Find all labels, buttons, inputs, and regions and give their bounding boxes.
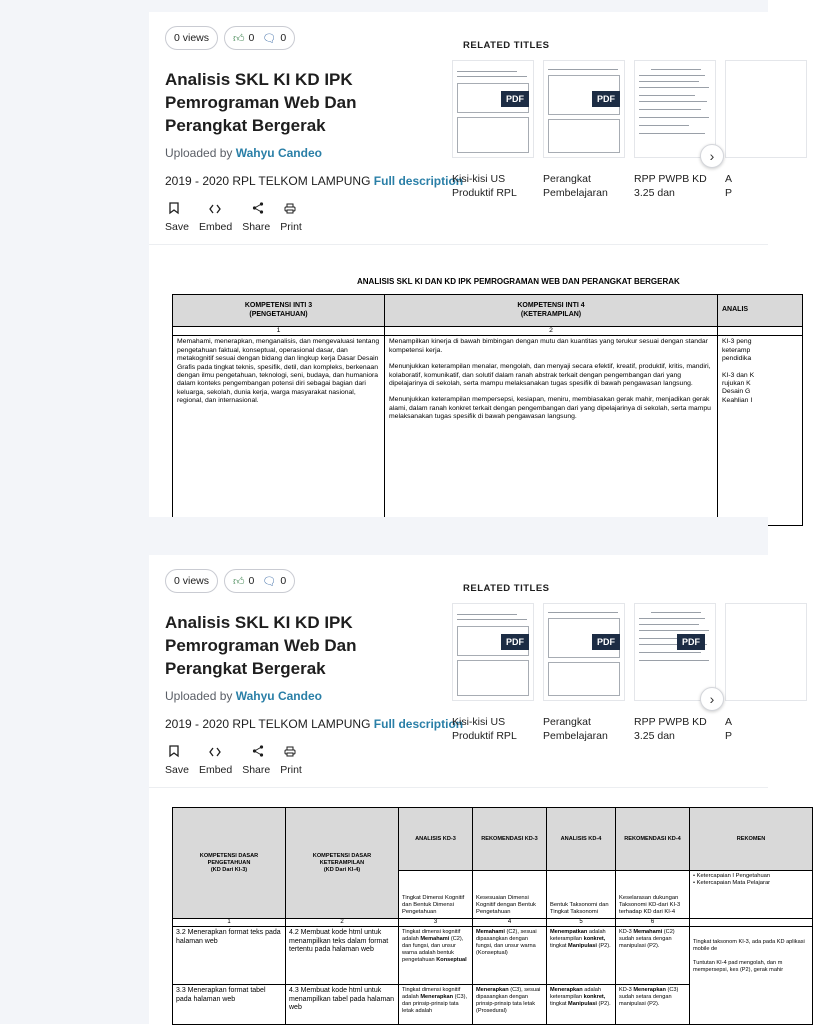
description xyxy=(165,174,463,188)
col-number: 2 xyxy=(286,919,399,927)
related-heading: RELATED TITLES xyxy=(463,40,550,51)
save-label: Save xyxy=(165,764,189,776)
ki3-text: Memahami, menerapkan, menganalisis, dan mengevaluasi tentang pengetahuan faktual, konseptual, operasional dasar, dan metakognitif sesuai dengan bidang dan lingkup kerja Dasar Desain Grafis pada tingkat teknis, spesifik, detil, dan kompleks, berkenaan dengan ilmu pengetahuan, teknologi, seni, budaya, dan humaniora dalam konteks pengembangan potensi diri sebagai bagian dari keluarga, sekolah, dunia kerja, warga masyarakat nasional, regional, dan internasional. xyxy=(173,336,385,526)
col-header-ki3: KOMPETENSI INTI 3 (PENGETAHUAN) xyxy=(173,295,385,327)
ki4-paragraph: Menunjukkan keterampilan menalar, mengolah, dan menyaji secara efektif, kreatif, produktif, kritis, mandiri, kolaboratif, komunikatif, dan solutif dalam ranah abstrak terkait dengan pengembangan dari yang dipelajarinya di sekolah, serta mampu melaksanakan tugas spesifik di bawah pengawasan langsung. xyxy=(389,363,711,388)
share-label: Share xyxy=(242,764,271,776)
code-icon xyxy=(199,744,221,762)
col-header-ki4: KOMPETENSI INTI 4 (KETERAMPILAN) xyxy=(385,295,718,327)
header-analisis-kd3: ANALISIS KD-3 xyxy=(399,808,473,871)
panel-gap xyxy=(0,517,768,555)
related-titles xyxy=(449,555,768,787)
analisis-kd3-cell: Tingkat dimensi kognitif adalah Menerapkan (C3), dan prinsip-prinsip tata letak adalah xyxy=(399,985,473,1025)
related-thumb[interactable] xyxy=(725,603,807,701)
comments-count: 0 xyxy=(280,32,287,44)
related-caption[interactable]: RPP PWPB KD 3.25 dan xyxy=(634,173,707,199)
rekomendasi-kd4-cell: KD-3 Menerapkan (C3) sudah setara dengan manipulasi (P2). xyxy=(616,985,690,1025)
print-button[interactable] xyxy=(280,201,302,233)
rekomendasi-cell: Tingkat taksonom KI-3, ada pada KD aplikasi mobile de Tuntutan KI-4 pad mengolah, dan m mempersepsi, kes (P2), gerak mahir xyxy=(690,927,813,1025)
analisis-kd4-cell: Menempatkan adalah keterampilan konkret, tingkat Manipulasi (P2). xyxy=(547,927,616,985)
save-button[interactable] xyxy=(165,201,189,233)
page-heading: ANALISIS SKL KI DAN KD IPK PEMROGRAMAN WEB DAN PERANGKAT BERGERAK xyxy=(357,277,680,286)
header-rekomendasi: REKOMEN xyxy=(690,808,813,871)
related-caption[interactable]: RPP PWPB KD 3.25 dan xyxy=(634,716,707,742)
related-captions xyxy=(452,715,768,745)
share-icon xyxy=(242,744,264,762)
analisis-text xyxy=(718,336,803,526)
views-count: 0 views xyxy=(174,32,210,44)
subheader: Kesesuaian Dimensi Kognitif dengan Bentuk Pengetahuan xyxy=(473,871,547,919)
left-rail xyxy=(0,12,149,517)
uploaded-by xyxy=(165,146,322,160)
uploader-link[interactable]: Wahyu Candeo xyxy=(235,689,322,703)
pdf-badge: PDF xyxy=(501,634,529,650)
related-caption[interactable]: Perangkat Pembelajaran xyxy=(543,716,608,742)
related-caption[interactable]: Kisi-kisi US Produktif RPL xyxy=(452,716,517,742)
chevron-right-icon: › xyxy=(709,691,715,707)
kd4-cell: 4.3 Membuat kode html untuk menampilkan tabel pada halaman web xyxy=(286,985,399,1025)
rating-pill[interactable] xyxy=(224,569,295,593)
header-kd4: KOMPETENSI DASAR KETERAMPILAN (KD Dari KI-4) xyxy=(286,808,399,919)
col-number xyxy=(718,327,803,336)
document-header xyxy=(149,12,768,244)
document-header xyxy=(149,555,768,787)
related-caption[interactable]: Perangkat Pembelajaran xyxy=(543,173,608,199)
print-label: Print xyxy=(280,221,302,233)
analisis-kd3-cell: Tingkat dimensi kognitif adalah Memahami (C2), dan fungsi, dan unsur warna adalah bentuk pengetahuan Konseptual xyxy=(399,927,473,985)
related-titles xyxy=(449,12,768,244)
related-thumb[interactable] xyxy=(452,60,534,158)
code-icon xyxy=(199,201,221,219)
left-rail xyxy=(0,555,149,1024)
printer-icon xyxy=(280,744,296,762)
ki4-paragraph: Menunjukkan keterampilan mempersepsi, kesiapan, meniru, membiasakan gerak mahir, menjadikan gerak alami, dalam ranah konkret terkait dengan pengembangan dari yang dipelajarinya di sekolah, serta mampu melaksanakan tugas spesifik di bawah pengawasan langsung. xyxy=(389,396,711,421)
share-button[interactable] xyxy=(242,201,270,233)
subheader: Tingkat Dimensi Kognitif dan Bentuk Dimensi Pengetahuan xyxy=(399,871,473,919)
views-count: 0 views xyxy=(174,575,210,587)
table-row xyxy=(173,927,813,985)
full-description-link[interactable]: Full description xyxy=(373,717,464,731)
kd3-cell: 3.3 Menerapkan format tabel pada halaman web xyxy=(173,985,286,1025)
embed-button[interactable] xyxy=(199,201,232,233)
next-arrow-button[interactable] xyxy=(700,144,724,168)
col-header-analisis: ANALIS xyxy=(718,295,803,327)
related-thumbnails xyxy=(452,60,768,164)
thumbs-up-icon[interactable]: 👍︎ xyxy=(233,32,245,45)
uploaded-prefix: Uploaded by xyxy=(165,146,233,160)
full-description-link[interactable]: Full description xyxy=(373,174,464,188)
pdf-badge: PDF xyxy=(592,91,620,107)
pdf-badge: PDF xyxy=(592,634,620,650)
analisis-paragraph: KI-3 peng keteramp pendidika xyxy=(722,338,752,363)
document-title: Analisis SKL KI KD IPK Pemrograman Web Dan Perangkat Bergerak xyxy=(165,70,357,135)
thumbs-up-icon[interactable]: 👍︎ xyxy=(233,575,245,588)
header-analisis-kd4: ANALISIS KD-4 xyxy=(547,808,616,871)
related-thumb[interactable] xyxy=(543,60,625,158)
col-number: 1 xyxy=(173,327,385,336)
related-thumb[interactable] xyxy=(634,603,716,701)
subheader: • Ketercapaian I Pengetahuan • Ketercapaian Mata Pelajarar xyxy=(690,871,813,919)
top-gap xyxy=(0,0,768,12)
bookmark-icon xyxy=(165,744,179,762)
chevron-right-icon: › xyxy=(709,148,715,164)
col-number: 3 xyxy=(399,919,473,927)
save-button[interactable] xyxy=(165,744,189,776)
document-page-2 xyxy=(149,787,805,1024)
related-caption[interactable]: A P xyxy=(725,173,733,199)
analisis-kd4-cell: Menerapkan adalah keterampilan konkret, tingkat Manipulasi (P2). xyxy=(547,985,616,1025)
action-bar xyxy=(165,744,302,776)
save-label: Save xyxy=(165,221,189,233)
bookmark-icon xyxy=(165,201,179,219)
uploaded-prefix: Uploaded by xyxy=(165,689,233,703)
comments-count: 0 xyxy=(280,575,287,587)
comment-icon[interactable]: 🗨︎ xyxy=(262,32,277,45)
analisis-paragraph: KI-3 dan K rujukan K Desain G Keahlian I xyxy=(722,371,755,404)
related-captions xyxy=(452,172,768,202)
next-arrow-button[interactable] xyxy=(700,687,724,711)
kd3-cell: 3.2 Menerapkan format teks pada halaman web xyxy=(173,927,286,985)
description-text: 2019 - 2020 RPL TELKOM LAMPUNG xyxy=(165,174,371,188)
description xyxy=(165,717,463,731)
document-page-1 xyxy=(149,244,768,517)
embed-label: Embed xyxy=(198,764,233,776)
share-icon xyxy=(242,201,264,219)
uploader-link[interactable]: Wahyu Candeo xyxy=(235,146,322,160)
header-kd3: KOMPETENSI DASAR PENGETAHUAN (KD Dari KI-3) xyxy=(173,808,286,919)
rekomendasi-kd3-cell: Menerapkan (C3), sesuai dipasangkan dengan prinsip-prinsip tata letak (Prosedural) xyxy=(473,985,547,1025)
header-rekomendasi-kd3: REKOMENDASI KD-3 xyxy=(473,808,547,871)
related-thumb[interactable] xyxy=(543,603,625,701)
rekomendasi-kd4-cell: KD-3 Memahami (C2) sudah setara dengan manipulasi (P2). xyxy=(616,927,690,985)
ki4-text xyxy=(385,336,718,526)
likes-count: 0 xyxy=(248,575,255,587)
action-bar xyxy=(165,201,302,233)
pdf-badge: PDF xyxy=(677,634,705,650)
document-panel-1 xyxy=(0,12,768,517)
related-heading: RELATED TITLES xyxy=(463,583,550,594)
rekomendasi-kd3-cell: Memahami (C2), sesuai dipasangkan dengan fungsi, dan unsur warna (Konseptual) xyxy=(473,927,547,985)
share-label: Share xyxy=(242,221,271,233)
stats-row xyxy=(165,26,295,50)
uploaded-by xyxy=(165,689,322,703)
likes-count: 0 xyxy=(248,32,255,44)
document-title: Analisis SKL KI KD IPK Pemrograman Web Dan Perangkat Bergerak xyxy=(165,613,357,678)
subheader: Keselarasan dukungan Taksonomi KD-dari KI-3 terhadap KD dari KI-4 xyxy=(616,871,690,919)
embed-label: Embed xyxy=(198,221,233,233)
print-label: Print xyxy=(280,764,302,776)
col-number: 4 xyxy=(473,919,547,927)
col-number: 1 xyxy=(173,919,286,927)
header-rekomendasi-kd4: REKOMENDASI KD-4 xyxy=(616,808,690,871)
related-thumbnails xyxy=(452,603,768,707)
col-number: 6 xyxy=(616,919,690,927)
stats-row xyxy=(165,569,295,593)
pdf-badge: PDF xyxy=(501,91,529,107)
views-pill xyxy=(165,26,218,50)
printer-icon xyxy=(280,201,296,219)
rating-pill[interactable] xyxy=(224,26,295,50)
kd4-cell: 4.2 Membuat kode html untuk menampilkan teks dalam format tertentu pada halaman web xyxy=(286,927,399,985)
col-number xyxy=(690,919,813,927)
kd-table xyxy=(172,807,813,1025)
share-button[interactable] xyxy=(242,744,270,776)
subheader: Bentuk Taksonomi dan Tingkat Taksonomi xyxy=(547,871,616,919)
related-thumb[interactable] xyxy=(725,60,807,158)
print-button[interactable] xyxy=(280,744,302,776)
related-thumb[interactable] xyxy=(634,60,716,158)
related-caption[interactable]: Kisi-kisi US Produktif RPL xyxy=(452,173,517,199)
skl-table xyxy=(172,294,803,526)
comment-icon[interactable]: 🗨︎ xyxy=(262,575,277,588)
ki4-paragraph: Menampilkan kinerja di bawah bimbingan dengan mutu dan kuantitas yang terukur sesuai dengan standar kompetensi kerja. xyxy=(389,338,708,354)
related-thumb[interactable] xyxy=(452,603,534,701)
views-pill xyxy=(165,569,218,593)
related-caption[interactable]: A P xyxy=(725,716,733,742)
embed-button[interactable] xyxy=(199,744,232,776)
document-panel-2 xyxy=(0,555,805,1024)
col-number: 5 xyxy=(547,919,616,927)
description-text: 2019 - 2020 RPL TELKOM LAMPUNG xyxy=(165,717,371,731)
col-number: 2 xyxy=(385,327,718,336)
